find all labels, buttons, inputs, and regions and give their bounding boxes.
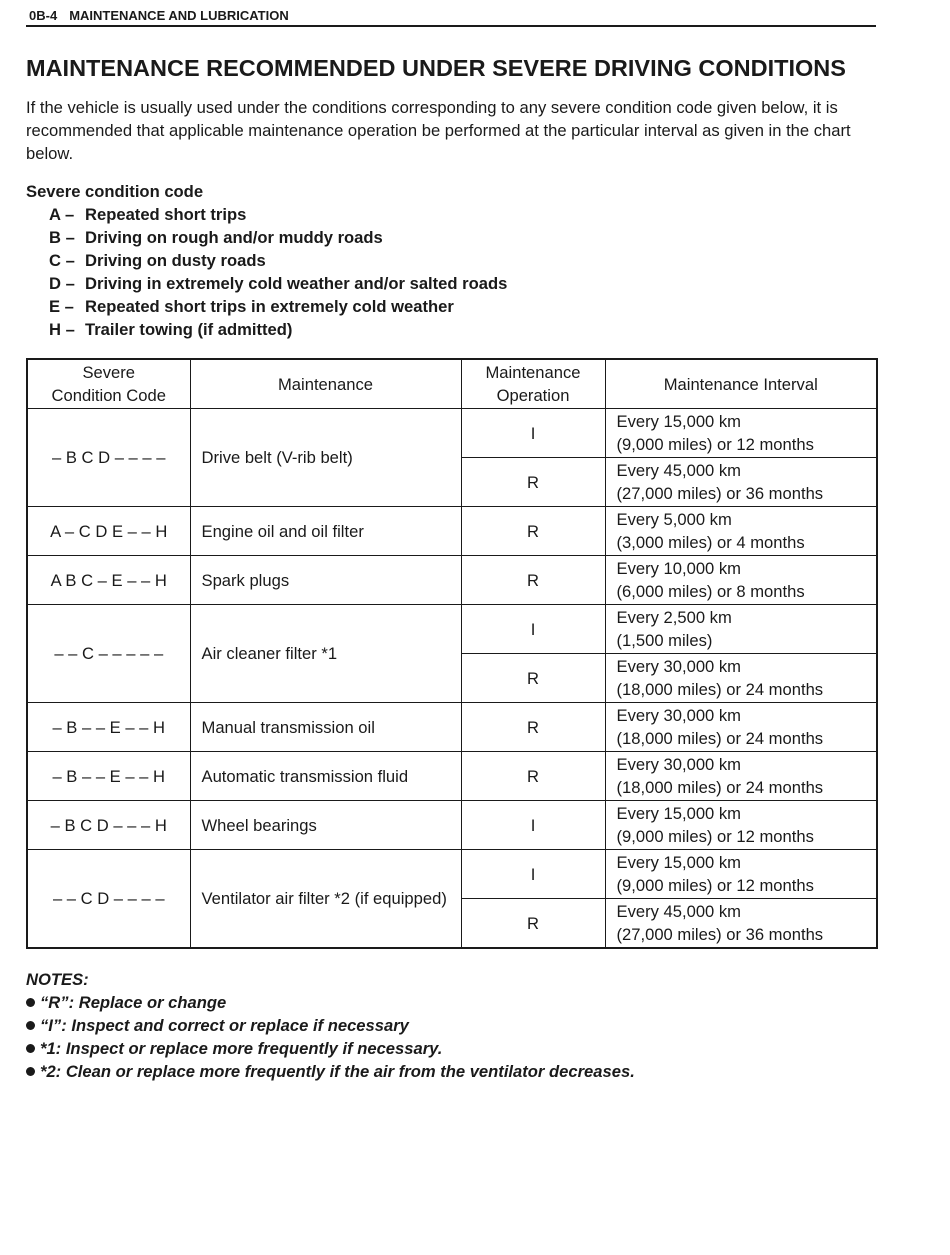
interval-line: (6,000 miles) or 8 months (616, 582, 805, 601)
codes-heading: Severe condition code (26, 182, 204, 201)
table-row (27, 556, 877, 605)
interval-cell (605, 409, 877, 458)
section-number: 0B-4 (29, 8, 58, 23)
interval-cell (605, 556, 877, 605)
interval-line: Every 5,000 km (616, 510, 732, 529)
header-interval: Maintenance Interval (605, 359, 877, 409)
condition-code-cell: – B – – E – – H (27, 752, 190, 801)
maintenance-item-cell: Ventilator air filter *2 (if equipped) (190, 850, 461, 949)
code-description: Driving in extremely cold weather and/or salted roads (85, 274, 508, 293)
interval-line: Every 30,000 km (616, 657, 742, 676)
interval-line: (27,000 miles) or 36 months (616, 484, 824, 503)
note-text: *2: Clean or replace more frequently if the air from the ventilator decreases. (40, 1062, 635, 1081)
interval-cell (605, 752, 877, 801)
operation-cell: R (461, 507, 605, 556)
bullet-icon (26, 1044, 35, 1053)
code-letter: D – (49, 274, 75, 293)
intro-paragraph: If the vehicle is usually used under the conditions corresponding to any severe condition code given below, it is recommended that applicable maintenance operation be performed at the particular interval as given in the chart below. (26, 98, 851, 163)
condition-code-cell: – – C D – – – – (27, 850, 190, 949)
condition-code-cell: – B C D – – – – (27, 409, 190, 507)
note-text: “I”: Inspect and correct or replace if necessary (40, 1016, 409, 1035)
interval-line: (18,000 miles) or 24 months (616, 680, 824, 699)
header-line: Condition Code (51, 386, 166, 405)
condition-code-cell: – B C D – – – H (27, 801, 190, 850)
note-item (26, 991, 635, 1014)
operation-cell: I (461, 850, 605, 899)
code-letter: C – (49, 251, 75, 270)
interval-line: Every 45,000 km (616, 902, 742, 921)
notes-section (26, 968, 635, 1083)
header-operation (461, 359, 605, 409)
condition-code-list (49, 203, 507, 341)
table-row (27, 409, 877, 458)
page-title: MAINTENANCE RECOMMENDED UNDER SEVERE DRIVING CONDITIONS (26, 55, 846, 81)
code-description: Repeated short trips in extremely cold weather (85, 297, 454, 316)
condition-code-item (49, 226, 507, 249)
table-row (27, 605, 877, 654)
maintenance-schedule-table (26, 358, 878, 949)
maintenance-item-cell: Wheel bearings (190, 801, 461, 850)
maintenance-item-cell: Automatic transmission fluid (190, 752, 461, 801)
interval-cell (605, 605, 877, 654)
table-row (27, 752, 877, 801)
condition-code-item (49, 249, 507, 272)
interval-line: (27,000 miles) or 36 months (616, 925, 824, 944)
notes-list (26, 991, 635, 1083)
note-item (26, 1060, 635, 1083)
interval-line: (9,000 miles) or 12 months (616, 876, 814, 895)
interval-line: (1,500 miles) (616, 631, 713, 650)
table-row (27, 850, 877, 899)
header-condition-code (27, 359, 190, 409)
maintenance-item-cell: Drive belt (V-rib belt) (190, 409, 461, 507)
table-row (27, 507, 877, 556)
operation-cell: I (461, 801, 605, 850)
interval-line: (9,000 miles) or 12 months (616, 827, 814, 846)
code-description: Driving on dusty roads (85, 251, 266, 270)
note-item (26, 1014, 635, 1037)
bullet-icon (26, 1067, 35, 1076)
interval-line: Every 2,500 km (616, 608, 732, 627)
section-title: MAINTENANCE AND LUBRICATION (69, 8, 289, 23)
code-letter: E – (49, 297, 74, 316)
interval-line: (3,000 miles) or 4 months (616, 533, 805, 552)
note-text: *1: Inspect or replace more frequently if necessary. (40, 1039, 443, 1058)
table-row (27, 801, 877, 850)
note-item (26, 1037, 635, 1060)
interval-cell (605, 850, 877, 899)
condition-code-cell: – B – – E – – H (27, 703, 190, 752)
operation-cell: I (461, 605, 605, 654)
condition-code-item (49, 203, 507, 226)
interval-cell (605, 899, 877, 949)
condition-code-cell: A – C D E – – H (27, 507, 190, 556)
operation-cell: R (461, 458, 605, 507)
header-line: Maintenance (485, 363, 581, 382)
interval-line: Every 10,000 km (616, 559, 742, 578)
interval-line: (18,000 miles) or 24 months (616, 778, 824, 797)
maintenance-item-cell: Manual transmission oil (190, 703, 461, 752)
interval-cell (605, 458, 877, 507)
interval-line: Every 45,000 km (616, 461, 742, 480)
code-description: Driving on rough and/or muddy roads (85, 228, 383, 247)
bullet-icon (26, 1021, 35, 1030)
operation-cell: R (461, 703, 605, 752)
condition-code-item (49, 295, 507, 318)
interval-line: Every 15,000 km (616, 804, 742, 823)
interval-line: (18,000 miles) or 24 months (616, 729, 824, 748)
notes-title: NOTES: (26, 970, 89, 989)
interval-line: Every 30,000 km (616, 755, 742, 774)
interval-cell (605, 507, 877, 556)
table-header-row (27, 359, 877, 409)
condition-code-cell: – – C – – – – – (27, 605, 190, 703)
bullet-icon (26, 998, 35, 1007)
header-line: Operation (496, 386, 570, 405)
code-letter: B – (49, 228, 75, 247)
interval-line: Every 30,000 km (616, 706, 742, 725)
operation-cell: R (461, 654, 605, 703)
header-line: Severe (82, 363, 136, 382)
note-text: “R”: Replace or change (40, 993, 227, 1012)
code-letter: A – (49, 205, 75, 224)
page-header (26, 6, 876, 27)
maintenance-item-cell: Engine oil and oil filter (190, 507, 461, 556)
condition-code-item (49, 272, 507, 295)
interval-line: Every 15,000 km (616, 412, 742, 431)
code-description: Trailer towing (if admitted) (85, 320, 293, 339)
interval-cell (605, 654, 877, 703)
condition-code-item (49, 318, 507, 341)
interval-cell (605, 703, 877, 752)
header-maintenance: Maintenance (190, 359, 461, 409)
code-description: Repeated short trips (85, 205, 247, 224)
condition-code-cell: A B C – E – – H (27, 556, 190, 605)
maintenance-item-cell: Air cleaner filter *1 (190, 605, 461, 703)
operation-cell: R (461, 899, 605, 949)
operation-cell: R (461, 556, 605, 605)
maintenance-item-cell: Spark plugs (190, 556, 461, 605)
code-letter: H – (49, 320, 75, 339)
operation-cell: I (461, 409, 605, 458)
interval-cell (605, 801, 877, 850)
table-row (27, 703, 877, 752)
operation-cell: R (461, 752, 605, 801)
interval-line: Every 15,000 km (616, 853, 742, 872)
interval-line: (9,000 miles) or 12 months (616, 435, 814, 454)
